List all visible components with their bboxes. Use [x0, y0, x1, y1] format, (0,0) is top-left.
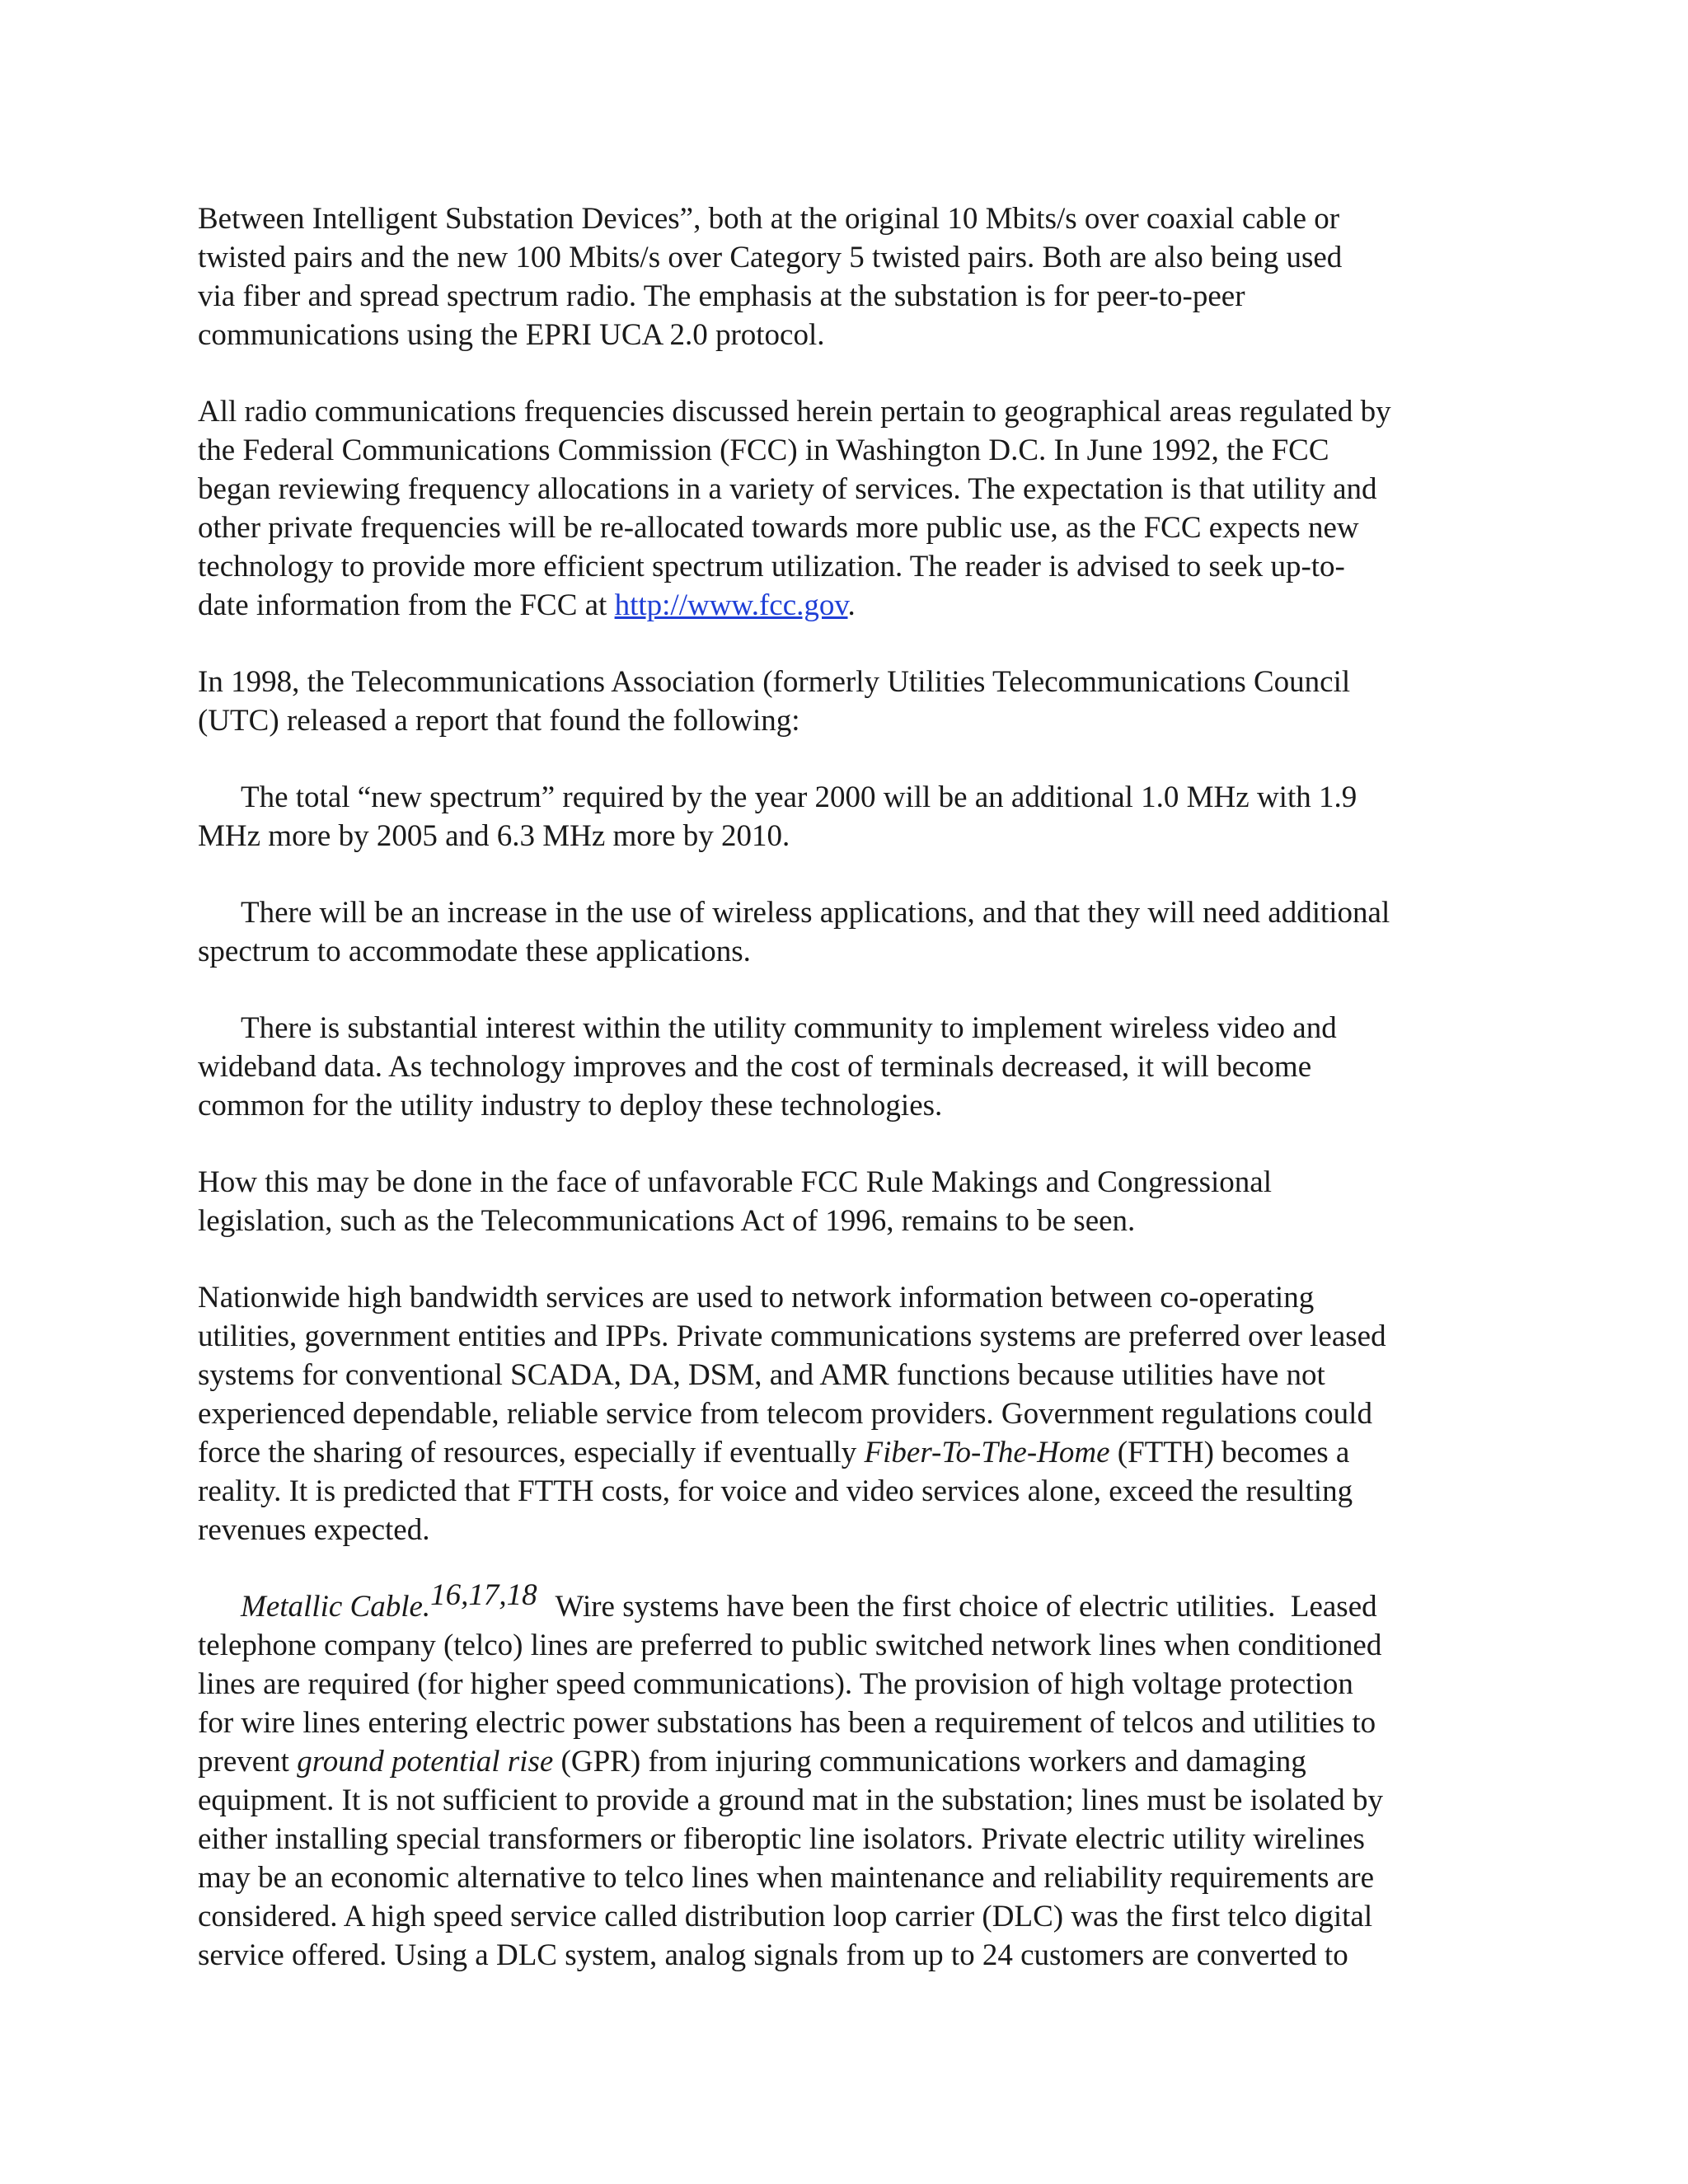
text-fragment: Wire systems have been the first choice of electric utilities. Leased [540, 1590, 1377, 1624]
text-line [198, 1578, 1500, 1626]
emphasis-ftth: Fiber-To-The-Home [864, 1436, 1110, 1469]
text-fragment: . [847, 588, 856, 622]
emphasis-gpr: ground potential rise [297, 1745, 554, 1779]
text-line: the Federal Communications Commission (FCC) in Washington D.C. In June 1992, the FCC [198, 434, 1329, 467]
paragraph-metallic-cable [198, 1578, 1500, 1975]
text-line: lines are required (for higher speed communications). The provision of high voltage protection [198, 1667, 1353, 1701]
paragraph-new-spectrum [198, 778, 1500, 855]
text-fragment: force the sharing of resources, especially if eventually [198, 1436, 865, 1469]
text-line [198, 586, 1500, 625]
text-line [198, 1433, 1500, 1472]
text-line: wideband data. As technology improves and the cost of terminals decreased, it will become [198, 1050, 1312, 1084]
text-line: began reviewing frequency allocations in a variety of services. The expectation is that utility and [198, 472, 1377, 506]
text-line: communications using the EPRI UCA 2.0 protocol. [198, 318, 825, 352]
text-fragment: There is substantial interest within the utility community to implement wireless video and [241, 1011, 1337, 1045]
section-heading-metallic-cable: Metallic Cable. [241, 1590, 431, 1624]
text-line [198, 778, 1500, 817]
paragraph-wireless-video [198, 1009, 1500, 1125]
text-fragment: prevent [198, 1745, 298, 1779]
text-line: for wire lines entering electric power substations has been a requirement of telcos and utilities to [198, 1706, 1376, 1740]
text-line: revenues expected. [198, 1513, 430, 1547]
text-line: (UTC) released a report that found the following: [198, 704, 800, 738]
text-line: legislation, such as the Telecommunications Act of 1996, remains to be seen. [198, 1204, 1136, 1238]
text-line: Between Intelligent Substation Devices”, both at the original 10 Mbits/s over coaxial cable or [198, 202, 1340, 236]
document-page [198, 199, 1500, 2013]
footnote-reference: 16,17,18 [430, 1578, 537, 1612]
text-line: may be an economic alternative to telco lines when maintenance and reliability requirements are [198, 1861, 1374, 1895]
paragraph-nationwide-bandwidth [198, 1278, 1500, 1549]
text-line: Nationwide high bandwidth services are used to network information between co-operating [198, 1281, 1315, 1315]
text-line [198, 1009, 1500, 1047]
text-fragment: There will be an increase in the use of wireless applications, and that they will need additional [241, 896, 1390, 930]
paragraph-utc-report [198, 663, 1500, 740]
text-line: twisted pairs and the new 100 Mbits/s over Category 5 twisted pairs. Both are also being used [198, 241, 1343, 274]
text-line: other private frequencies will be re-allocated towards more public use, as the FCC expects new [198, 511, 1359, 545]
paragraph-radio-frequencies [198, 392, 1500, 625]
text-line: reality. It is predicted that FTTH costs, for voice and video services alone, exceed the resulting [198, 1474, 1353, 1508]
text-line: experienced dependable, reliable service from telecom providers. Government regulations could [198, 1397, 1372, 1431]
text-line: equipment. It is not sufficient to provide a ground mat in the substation; lines must be isolated by [198, 1783, 1383, 1817]
text-line [198, 1742, 1500, 1781]
fcc-link[interactable]: http://www.fcc.gov [614, 588, 848, 622]
text-line: via fiber and spread spectrum radio. The emphasis at the substation is for peer-to-peer [198, 279, 1245, 313]
text-line: How this may be done in the face of unfavorable FCC Rule Makings and Congressional [198, 1165, 1272, 1199]
text-line: MHz more by 2005 and 6.3 MHz more by 2010. [198, 819, 790, 853]
text-fragment: (GPR) from injuring communications workers and damaging [553, 1745, 1306, 1779]
text-line: service offered. Using a DLC system, analog signals from up to 24 customers are converted to [198, 1938, 1348, 1972]
paragraph-substation-devices [198, 199, 1500, 354]
text-fragment: The total “new spectrum” required by the year 2000 will be an additional 1.0 MHz with 1.9 [241, 780, 1357, 814]
text-line: spectrum to accommodate these applications. [198, 935, 751, 968]
text-line: either installing special transformers or fiberoptic line isolators. Private electric utility wirelines [198, 1822, 1365, 1856]
text-line: utilities, government entities and IPPs. Private communications systems are preferred over leased [198, 1319, 1386, 1353]
paragraph-wireless-applications [198, 893, 1500, 971]
text-line: telephone company (telco) lines are preferred to public switched network lines when conditioned [198, 1629, 1382, 1662]
text-fragment: date information from the FCC at [198, 588, 615, 622]
text-line: technology to provide more efficient spectrum utilization. The reader is advised to seek up-to- [198, 550, 1345, 583]
text-line [198, 893, 1500, 932]
text-fragment: (FTTH) becomes a [1109, 1436, 1350, 1469]
paragraph-fcc-rule-makings [198, 1163, 1500, 1240]
text-line: All radio communications frequencies discussed herein pertain to geographical areas regulated by [198, 395, 1391, 429]
text-line: systems for conventional SCADA, DA, DSM, and AMR functions because utilities have not [198, 1358, 1325, 1392]
text-line: common for the utility industry to deploy these technologies. [198, 1089, 943, 1122]
text-line: In 1998, the Telecommunications Association (formerly Utilities Telecommunications Council [198, 665, 1351, 699]
text-line: considered. A high speed service called distribution loop carrier (DLC) was the first telco digital [198, 1900, 1373, 1933]
